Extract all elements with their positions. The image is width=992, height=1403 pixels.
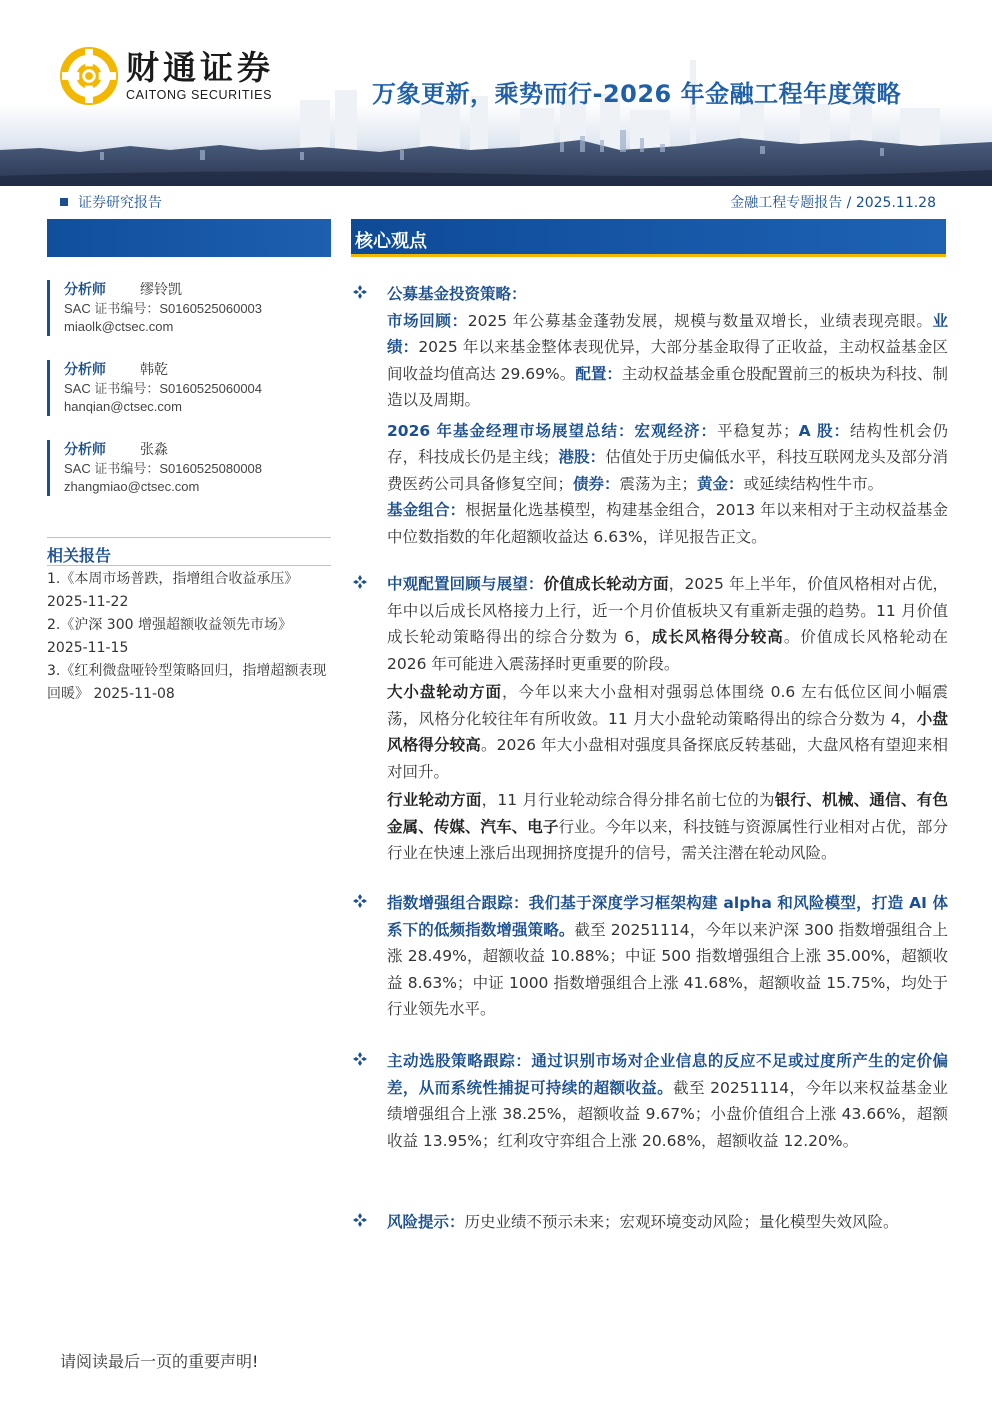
section-heading: 指数增强组合跟踪：我们基于深度学习框架构建 alpha 和风险模型，打造 AI 体系下的低频指数增强策略。 [387, 894, 948, 939]
footer-disclaimer-note: 请阅读最后一页的重要声明! [60, 1352, 259, 1371]
text: 截至 20251114，今年以来权益基金业绩增强组合上涨 38.25%，超额收益 9.67%；小盘价值组合上涨 43.66%，超额收益 13.95%；红利攻守弈组合上涨 20.68%，超额收益 12.20%。 [387, 1078, 948, 1150]
label-value-growth: 价值成长轮动方面 [543, 575, 669, 593]
caitong-logo-icon [60, 46, 118, 106]
divider [47, 537, 331, 538]
label-gold: 黄金： [697, 474, 744, 493]
label-macro: 宏观经济： [634, 421, 718, 440]
diamond-bullet-icon [352, 1212, 368, 1228]
label-fund-portfolio: 基金组合： [387, 501, 466, 519]
analyst-sac: SAC 证书编号：S0160525060004 [64, 381, 263, 396]
text: 根据量化选基模型，构建基金组合，2013 年以来相对于主动权益基金中位数指数的年化超额收益达 6.63%，详见报告正文。 [387, 501, 948, 546]
text: 。2026 年大小盘相对强度具备探底反转基础，大盘风格有望迎来相对回升。 [387, 736, 948, 781]
text: 行业。今年以来，科技链与资源属性行业相对占优，部分行业在快速上涨后出现拥挤度提升的信号，需关注潜在轮动风险。 [387, 817, 948, 862]
text: 2025 年公募基金蓬勃发展，规模与数量双增长，业绩表现亮眼。 [467, 311, 933, 330]
label-bonds: 债券： [573, 474, 620, 493]
analyst-name: 张淼 [140, 442, 168, 458]
highlight-industries: 银行、机械、通信、有色金属、传媒、汽车、电子 [387, 791, 948, 836]
text: 主动权益基金重仓股配置前三的板块为科技、制造以及周期。 [387, 364, 948, 409]
section-active-stock-selection [352, 1048, 948, 1154]
analyst-role: 分析师 [64, 282, 106, 298]
analyst-name: 缪铃凯 [140, 282, 182, 298]
analyst-sac: SAC 证书编号：S0160525060003 [64, 301, 263, 316]
section-heading: 公募基金投资策略： [387, 285, 527, 303]
left-header-bar [47, 219, 331, 257]
divider [47, 565, 331, 566]
text: ，今年以来大小盘相对强弱总体围绕 0.6 左右低位区间小幅震荡，风格分化较往年有所收敛。11 月大小盘轮动策略得出的综合分数为 4， [387, 683, 948, 728]
section-heading: 中观配置回顾与展望： [387, 575, 544, 593]
square-bullet-icon [60, 198, 68, 206]
diamond-bullet-icon [352, 1051, 368, 1067]
section-meso-allocation [352, 571, 948, 867]
text: 。价值成长风格轮动在 2026 年可能进入震荡择时更重要的阶段。 [387, 628, 948, 673]
analyst-email[interactable]: zhangmiao@ctsec.com [64, 479, 200, 494]
label-market-review: 市场回顾： [387, 311, 468, 330]
highlight-small-cap: 小盘风格得分较高 [387, 709, 948, 754]
company-logo [60, 46, 274, 106]
related-report-item[interactable]: 3.《红利微盘哑铃型策略回归，指增超额表现回暖》 2025-11-08 [47, 663, 327, 702]
report-title: 万象更新，乘势而行-2026 年金融工程年度策略 [372, 80, 902, 108]
related-report-item[interactable]: 1.《本周市场普跌，指增组合收益承压》 2025-11-22 [47, 571, 299, 610]
analyst-sac: SAC 证书编号：S0160525080008 [64, 461, 263, 476]
text: ，2025 年上半年，价值风格相对占优，年中以后成长风格接力上行，近一个月价值板块又有重新走强的趋势。11 月价值成长轮动策略得出的综合分数为 6， [387, 575, 948, 646]
diamond-bullet-icon [352, 893, 368, 909]
analyst-card [47, 360, 331, 416]
core-views-bar [351, 219, 946, 257]
label-performance: 业绩： [387, 311, 948, 356]
text: 或延续结构性牛市。 [743, 474, 884, 493]
label-allocation: 配置： [575, 364, 622, 383]
report-category-label: 证券研究报告 [78, 195, 162, 211]
diamond-bullet-icon [352, 574, 368, 590]
text: 历史业绩不预示未来；宏观环境变动风险；量化模型失效风险。 [464, 1213, 899, 1231]
text: 截至 20251114，今年以来沪深 300 指数增强组合上涨 28.49%，超额收益 10.88%；中证 500 指数增强组合上涨 35.00%，超额收益 8.63%；中证 1000 指数增强组合上涨 41.68%，超额收益 15.75%，均处于行业领先水平。 [387, 920, 948, 1018]
analyst-email[interactable]: miaolk@ctsec.com [64, 319, 174, 334]
label-industry-rotation: 行业轮动方面 [387, 791, 482, 809]
analyst-role: 分析师 [64, 442, 106, 458]
section-fund-strategy [352, 281, 948, 550]
analyst-email[interactable]: hanqian@ctsec.com [64, 399, 182, 414]
analyst-card [47, 280, 331, 336]
text: 2025 年以来基金整体表现优异，大部分基金取得了正收益，主动权益基金区间收益均值高达 29.69%。 [387, 338, 948, 383]
highlight-growth: 成长风格得分较高 [651, 628, 784, 646]
section-heading: 风险提示： [387, 1213, 465, 1231]
analyst-role: 分析师 [64, 362, 106, 378]
text: 震荡为主； [619, 474, 698, 493]
section-heading: 主动选股策略跟踪：通过识别市场对企业信息的反应不足或过度所产生的定价偏差，从而系统性捕捉可持续的超额收益。 [387, 1052, 948, 1097]
related-reports-title: 相关报告 [47, 546, 112, 565]
report-type-date: 金融工程专题报告 / 2025.11.28 [730, 195, 936, 211]
label-hk-shares: 港股： [558, 448, 606, 466]
related-report-item[interactable]: 2.《沪深 300 增强超额收益领先市场》 2025-11-15 [47, 617, 292, 656]
section-index-enhancement [352, 890, 948, 1023]
text: ，11 月行业轮动综合得分排名前七位的为 [481, 791, 775, 809]
logo-chinese-name: 财通证券 [126, 48, 274, 87]
related-reports-list [47, 568, 335, 706]
diamond-bullet-icon [352, 284, 368, 300]
report-category [60, 192, 162, 212]
analyst-card [47, 440, 331, 496]
text: 平稳复苏； [717, 421, 799, 440]
label-outlook-summary: 2026 年基金经理市场展望总结： [387, 421, 635, 440]
logo-english-name: CAITONG SECURITIES [126, 88, 273, 102]
label-size-rotation: 大小盘轮动方面 [387, 683, 502, 701]
core-views-title: 核心观点 [355, 231, 427, 252]
report-header [0, 0, 992, 186]
analyst-name: 韩乾 [140, 362, 168, 378]
text: 估值处于历史偏低水平，科技互联网龙头及部分消费医药公司具备修复空间； [387, 448, 948, 493]
text: 结构性机会仍存，科技成长仍是主线； [387, 421, 948, 466]
section-risk-warning [352, 1209, 948, 1236]
label-a-shares: A 股： [798, 421, 850, 440]
